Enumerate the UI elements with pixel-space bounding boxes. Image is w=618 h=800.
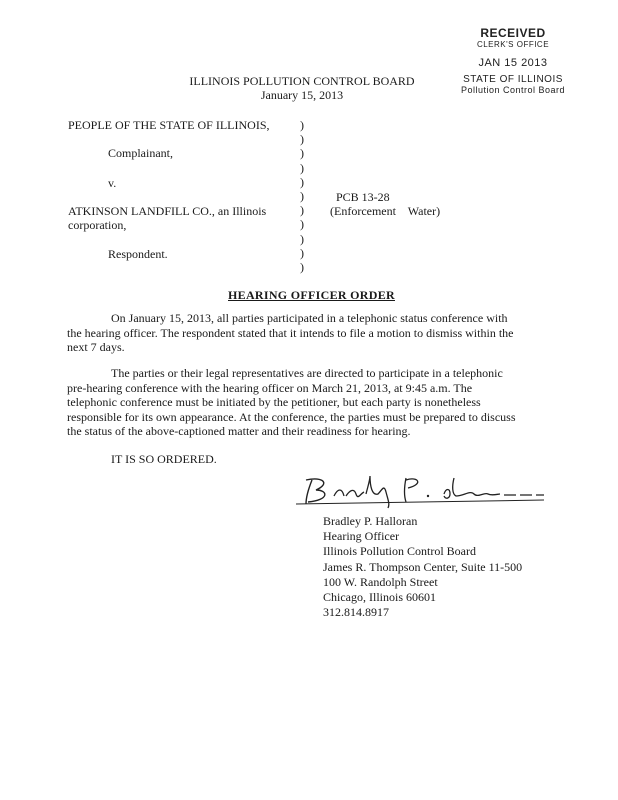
order-paragraph-1 xyxy=(67,311,519,355)
signer-address-1: James R. Thompson Center, Suite 11-500 xyxy=(323,559,523,574)
stamp-board-label: Pollution Control Board xyxy=(460,85,566,95)
handwritten-signature xyxy=(294,470,554,510)
complainant-label: Complainant, xyxy=(108,146,173,160)
paragraph-1-text: On January 15, 2013, all parties participated in a telephonic status conference with the hearing officer. The respondent stated that it intends to file a motion to dismiss within the next 7 days. xyxy=(67,311,514,354)
signer-phone: 312.814.8917 xyxy=(323,605,389,620)
respondent-party-line2: corporation, xyxy=(68,218,127,232)
received-stamp xyxy=(458,26,568,95)
order-paragraph-2 xyxy=(67,366,519,439)
order-title: HEARING OFFICER ORDER xyxy=(228,288,395,302)
case-number: PCB 13-28 xyxy=(336,190,390,204)
signer-title: Hearing Officer xyxy=(323,529,400,544)
stamp-date: JAN 15 2013 xyxy=(478,57,548,69)
document-header xyxy=(172,74,432,102)
versus-label: v. xyxy=(108,176,117,190)
stamp-clerk-label: CLERK'S OFFICE xyxy=(476,40,550,49)
stamp-received-label: RECEIVED xyxy=(480,26,546,40)
respondent-label: Respondent. xyxy=(108,247,168,261)
order-closing: IT IS SO ORDERED. xyxy=(111,452,217,466)
header-date: January 15, 2013 xyxy=(260,88,344,102)
stamp-state-label: STATE OF ILLINOIS xyxy=(463,74,563,85)
caption-parentheses: ) ) ) ) ) ) ) ) ) ) ) xyxy=(300,118,304,275)
board-name: ILLINOIS POLLUTION CONTROL BOARD xyxy=(189,74,415,88)
respondent-party-line1: ATKINSON LANDFILL CO., an Illinois xyxy=(68,204,267,218)
signer-address-3: Chicago, Illinois 60601 xyxy=(323,590,436,605)
case-type: (Enforcement Water) xyxy=(330,204,441,218)
signer-org: Illinois Pollution Control Board xyxy=(323,544,477,559)
signer-name: Bradley P. Halloran xyxy=(323,514,418,528)
paragraph-2-text: The parties or their legal representatives are directed to participate in a telephonic pre-hearing conference with the hearing officer on March 21, 2013, at 9:45 a.m. The telephonic conference must be initiated by the petitioner, but each party is nonetheless responsible for its own appearance. At the conference, the parties must be prepared to discuss the status of the above-captioned matter and their readiness for hearing. xyxy=(67,366,516,438)
signer-address-2: 100 W. Randolph Street xyxy=(323,574,438,589)
signature-block xyxy=(323,514,522,620)
complainant-party: PEOPLE OF THE STATE OF ILLINOIS, xyxy=(68,118,270,132)
